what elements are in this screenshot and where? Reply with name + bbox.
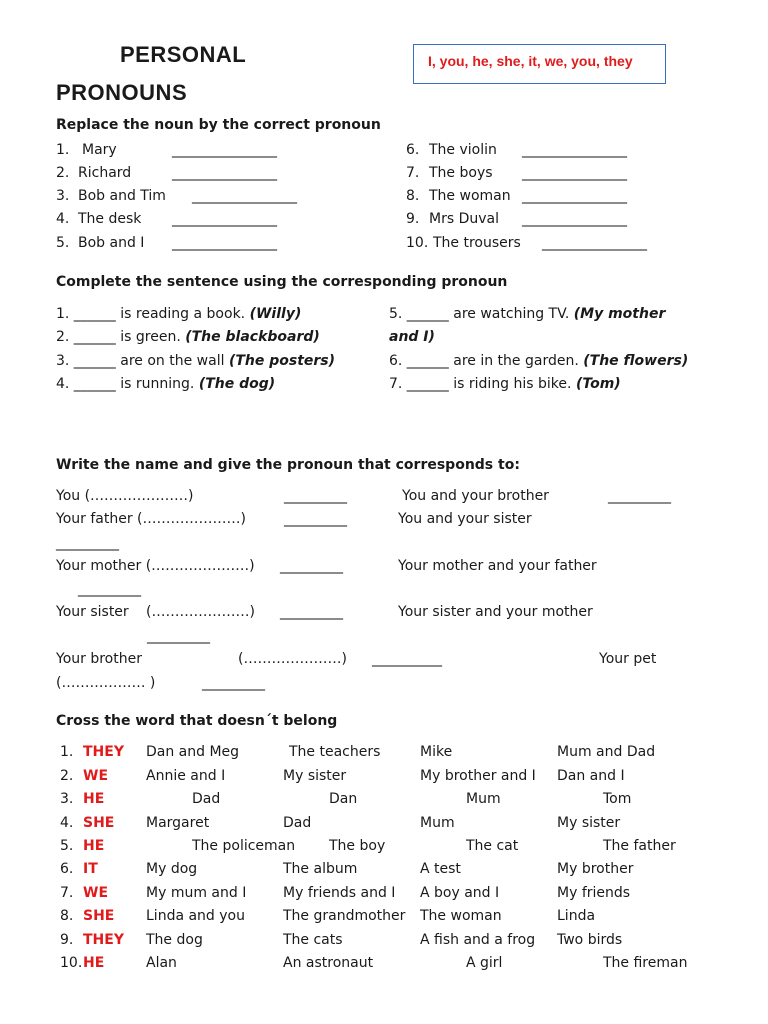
row-pronoun: HE xyxy=(83,955,105,971)
answer-blank[interactable]: _______________ xyxy=(172,211,277,227)
pronoun-list-box xyxy=(413,44,666,84)
row-pronoun: SHE xyxy=(83,908,115,924)
cross-word[interactable]: My sister xyxy=(283,768,347,784)
sentence-hint: and I) xyxy=(389,329,435,345)
row-pronoun: HE xyxy=(83,791,105,807)
row-pronoun: WE xyxy=(83,768,109,784)
sentence-text: 3. ______ are on the wall xyxy=(56,353,225,369)
list-item-num: 5. xyxy=(56,235,70,251)
cross-word[interactable]: The dog xyxy=(146,932,203,948)
list-item-num: 7. xyxy=(406,165,420,181)
cross-word[interactable]: My sister xyxy=(557,815,621,831)
cross-word[interactable]: Mike xyxy=(420,744,453,760)
answer-blank[interactable]: _________ xyxy=(284,511,347,527)
answer-blank[interactable]: _________ xyxy=(284,488,347,504)
list-item-word: The woman xyxy=(429,188,511,204)
answer-blank[interactable]: _________ xyxy=(56,535,119,551)
list-item-num: 2. xyxy=(56,165,70,181)
list-item-word: The trousers xyxy=(433,235,521,251)
cross-word[interactable]: Linda xyxy=(557,908,596,924)
sentence-item xyxy=(389,376,621,392)
answer-blank[interactable]: _______________ xyxy=(522,188,627,204)
answer-blank[interactable]: _________ xyxy=(147,628,210,644)
answer-blank[interactable]: _______________ xyxy=(522,142,627,158)
sentence-item xyxy=(389,329,435,345)
cross-word[interactable]: Linda and you xyxy=(146,908,245,924)
name-prompt: You and your brother xyxy=(402,488,549,504)
sentence-item xyxy=(56,329,320,345)
cross-word[interactable]: My dog xyxy=(146,861,198,877)
row-num: 7. xyxy=(60,885,74,901)
pronoun-list-text: I, you, he, she, it, we, you, they xyxy=(428,53,633,69)
title-line-1: PERSONAL xyxy=(120,42,247,67)
row-num: 1. xyxy=(60,744,74,760)
cross-word[interactable]: My brother and I xyxy=(420,768,536,784)
cross-word[interactable]: The teachers xyxy=(289,744,381,760)
section4-heading: Cross the word that doesn´t belong xyxy=(56,713,338,729)
cross-word[interactable]: Dad xyxy=(192,791,221,807)
section1-heading: Replace the noun by the correct pronoun xyxy=(56,117,381,133)
row-pronoun: HE xyxy=(83,838,105,854)
answer-blank[interactable]: _________ xyxy=(280,604,343,620)
name-prompt: (…………………) xyxy=(238,651,347,667)
cross-word[interactable]: The fireman xyxy=(603,955,688,971)
list-item-num: 8. xyxy=(406,188,420,204)
answer-blank[interactable]: _______________ xyxy=(172,165,277,181)
answer-blank[interactable]: _______________ xyxy=(172,142,277,158)
list-item-num: 1. xyxy=(56,142,70,158)
sentence-item xyxy=(389,306,665,322)
sentence-text: 6. ______ are in the garden. xyxy=(389,353,579,369)
answer-blank[interactable]: _________ xyxy=(608,488,671,504)
name-prompt: Your brother xyxy=(56,651,142,667)
title-line-2: PRONOUNS xyxy=(56,80,188,105)
row-num: 8. xyxy=(60,908,74,924)
cross-word[interactable]: Alan xyxy=(146,955,177,971)
cross-word[interactable]: Mum and Dad xyxy=(557,744,656,760)
cross-word[interactable]: Dan and I xyxy=(557,768,625,784)
section2-heading: Complete the sentence using the corresponding pronoun xyxy=(56,274,508,290)
sentence-hint: (Willy) xyxy=(249,306,302,322)
sentence-item xyxy=(56,376,275,392)
answer-blank[interactable]: _________ xyxy=(202,675,265,691)
cross-word[interactable]: My friends and I xyxy=(283,885,396,901)
list-item-word: Richard xyxy=(78,165,132,181)
sentence-hint: (The dog) xyxy=(198,376,276,392)
row-num: 9. xyxy=(60,932,74,948)
sentence-hint: (The blackboard) xyxy=(185,329,320,345)
cross-word[interactable]: The album xyxy=(283,861,358,877)
list-item-num: 4. xyxy=(56,211,70,227)
name-prompt: (…………………) xyxy=(146,604,255,620)
row-num: 5. xyxy=(60,838,74,854)
name-prompt: Your pet xyxy=(599,651,657,667)
list-item-word: Bob and Tim xyxy=(78,188,166,204)
cross-word[interactable]: A girl xyxy=(466,955,503,971)
sentence-hint: (My mother xyxy=(573,306,666,322)
cross-word[interactable]: Dad xyxy=(283,815,312,831)
answer-blank[interactable]: _______________ xyxy=(192,188,297,204)
sentence-text: 5. ______ are watching TV. xyxy=(389,306,570,322)
name-prompt: (……………… ) xyxy=(56,675,156,691)
answer-blank[interactable]: _______________ xyxy=(522,211,627,227)
row-pronoun: THEY xyxy=(83,744,124,760)
list-item-word: The violin xyxy=(429,142,497,158)
answer-blank[interactable]: _________ xyxy=(78,581,141,597)
cross-word[interactable]: A boy and I xyxy=(420,885,500,901)
list-item-word: Mary xyxy=(82,142,117,158)
row-pronoun: WE xyxy=(83,885,109,901)
cross-word[interactable]: The grandmother xyxy=(283,908,406,924)
cross-word[interactable]: The woman xyxy=(420,908,502,924)
answer-blank[interactable]: _______________ xyxy=(522,165,627,181)
name-prompt: Your father (…………………) xyxy=(56,511,246,527)
list-item-num: 9. xyxy=(406,211,420,227)
row-num: 10. xyxy=(60,955,83,971)
sentence-text: 4. ______ is running. xyxy=(56,376,195,392)
sentence-item xyxy=(56,306,301,322)
name-prompt: You (…………………) xyxy=(56,488,194,504)
answer-blank[interactable]: _________ xyxy=(280,558,343,574)
cross-word[interactable]: Margaret xyxy=(146,815,210,831)
cross-word[interactable]: The cat xyxy=(466,838,519,854)
sentence-text: 1. ______ is reading a book. xyxy=(56,306,246,322)
row-pronoun: IT xyxy=(83,861,98,877)
list-item-num: 6. xyxy=(406,142,420,158)
row-pronoun: SHE xyxy=(83,815,115,831)
list-item-num: 10. xyxy=(406,235,429,251)
list-item-word: Bob and I xyxy=(78,235,145,251)
name-prompt: Your mother and your father xyxy=(398,558,597,574)
list-item-word: The desk xyxy=(78,211,142,227)
answer-blank[interactable]: _______________ xyxy=(172,235,277,251)
cross-word[interactable]: My brother xyxy=(557,861,634,877)
sentence-hint: (The flowers) xyxy=(583,353,689,369)
cross-word[interactable]: Tom xyxy=(603,791,632,807)
cross-word[interactable]: My mum and I xyxy=(146,885,247,901)
sentence-item xyxy=(389,353,688,369)
name-prompt: Your mother (…………………) xyxy=(56,558,255,574)
cross-word[interactable]: An astronaut xyxy=(283,955,374,971)
name-prompt: Your sister and your mother xyxy=(398,604,593,620)
cross-word[interactable]: The father xyxy=(603,838,676,854)
cross-word[interactable]: The cats xyxy=(283,932,343,948)
sentence-text: 2. ______ is green. xyxy=(56,329,181,345)
sentence-item xyxy=(56,353,335,369)
answer-blank[interactable]: __________ xyxy=(372,651,442,667)
cross-word[interactable]: A test xyxy=(420,861,461,877)
sentence-hint: (The posters) xyxy=(228,353,336,369)
row-pronoun: THEY xyxy=(83,932,124,948)
cross-word[interactable]: The boy xyxy=(329,838,386,854)
cross-word[interactable]: A fish and a frog xyxy=(420,932,536,948)
cross-word[interactable]: Annie and I xyxy=(146,768,226,784)
row-num: 4. xyxy=(60,815,74,831)
section3-heading: Write the name and give the pronoun that corresponds to: xyxy=(56,457,520,473)
answer-blank[interactable]: _______________ xyxy=(542,235,647,251)
cross-word[interactable]: The policeman xyxy=(192,838,296,854)
cross-word[interactable]: Two birds xyxy=(557,932,623,948)
cross-word[interactable]: Mum xyxy=(466,791,501,807)
cross-word[interactable]: My friends xyxy=(557,885,631,901)
row-num: 3. xyxy=(60,791,74,807)
cross-word[interactable]: Dan xyxy=(329,791,358,807)
row-num: 6. xyxy=(60,861,74,877)
name-prompt: Your sister xyxy=(56,604,129,620)
list-item-num: 3. xyxy=(56,188,70,204)
list-item-word: The boys xyxy=(429,165,493,181)
sentence-hint: (Tom) xyxy=(575,376,621,392)
sentence-text: 7. ______ is riding his bike. xyxy=(389,376,572,392)
cross-word[interactable]: Mum xyxy=(420,815,455,831)
row-num: 2. xyxy=(60,768,74,784)
list-item-word: Mrs Duval xyxy=(429,211,499,227)
name-prompt: You and your sister xyxy=(398,511,532,527)
cross-word[interactable]: Dan and Meg xyxy=(146,744,240,760)
